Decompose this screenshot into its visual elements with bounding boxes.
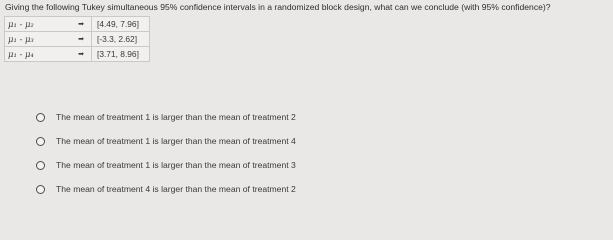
- answer-option[interactable]: [36, 177, 296, 201]
- radio-button[interactable]: [36, 113, 45, 122]
- pair-label: μ₁ - μ₃: [5, 32, 72, 47]
- option-label: The mean of treatment 1 is larger than the mean of treatment 2: [56, 112, 296, 122]
- interval-value: [3.71, 8.96]: [92, 47, 150, 62]
- table-row: [5, 32, 150, 47]
- arrow-icon: ➡: [71, 17, 92, 32]
- option-label: The mean of treatment 4 is larger than the mean of treatment 2: [56, 184, 296, 194]
- question-text: Giving the following Tukey simultaneous 95% confidence intervals in a randomized block design, what can we conclude (with 95% confidence)?: [5, 2, 551, 12]
- answer-option[interactable]: [36, 153, 296, 177]
- interval-value: [4.49, 7.96]: [92, 17, 150, 32]
- arrow-icon: ➡: [71, 32, 92, 47]
- answer-option[interactable]: [36, 129, 296, 153]
- radio-button[interactable]: [36, 185, 45, 194]
- option-label: The mean of treatment 1 is larger than the mean of treatment 4: [56, 136, 296, 146]
- interval-value: [-3.3, 2.62]: [92, 32, 150, 47]
- radio-button[interactable]: [36, 161, 45, 170]
- answer-option[interactable]: [36, 105, 296, 129]
- table-row: [5, 47, 150, 62]
- answer-options: [36, 105, 296, 201]
- radio-button[interactable]: [36, 137, 45, 146]
- arrow-icon: ➡: [71, 47, 92, 62]
- option-label: The mean of treatment 1 is larger than the mean of treatment 3: [56, 160, 296, 170]
- table-row: [5, 17, 150, 32]
- pair-label: μ₁ - μ₂: [5, 17, 72, 32]
- confidence-interval-table: [4, 16, 150, 62]
- pair-label: μ₁ - μ₄: [5, 47, 72, 62]
